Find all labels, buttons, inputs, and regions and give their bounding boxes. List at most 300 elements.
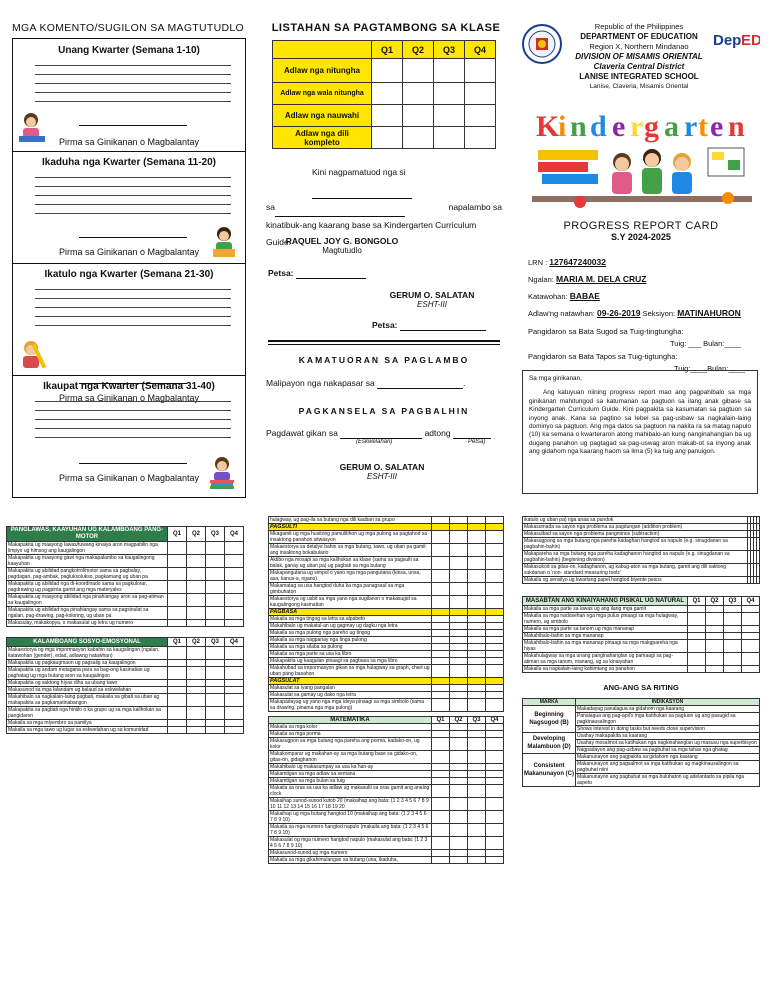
rating-cell[interactable] — [450, 630, 468, 637]
rating-cell[interactable] — [187, 568, 206, 581]
rating-cell[interactable] — [450, 616, 468, 623]
rating-cell[interactable] — [432, 685, 450, 692]
rating-cell[interactable] — [450, 517, 468, 524]
rating-cell[interactable] — [206, 607, 225, 620]
rating-cell[interactable] — [206, 542, 225, 555]
cell[interactable] — [434, 127, 465, 149]
rating-cell[interactable] — [206, 707, 225, 720]
rating-cell[interactable] — [168, 720, 187, 727]
rating-cell[interactable] — [742, 653, 760, 666]
row-incomplete: Adlaw nga dili kompleto — [273, 127, 372, 149]
rating-cell[interactable] — [168, 594, 187, 607]
rating-cell[interactable] — [688, 606, 706, 613]
rating-cell[interactable] — [486, 623, 504, 630]
rating-cell[interactable] — [225, 680, 244, 687]
rating-cell[interactable] — [486, 785, 504, 798]
rating-cell[interactable] — [450, 596, 468, 609]
rating-cell[interactable] — [206, 660, 225, 667]
rating-cell[interactable] — [168, 581, 187, 594]
rating-cell[interactable] — [688, 613, 706, 626]
rating-cell[interactable] — [486, 658, 504, 665]
table-row — [269, 517, 504, 524]
rating-cell[interactable] — [432, 811, 450, 824]
rating-cell[interactable] — [468, 557, 486, 570]
rating-cell[interactable] — [450, 699, 468, 712]
rating-cell[interactable] — [724, 666, 742, 673]
rating-cell[interactable] — [486, 764, 504, 771]
rating-cell[interactable] — [742, 666, 760, 673]
cell[interactable] — [434, 83, 465, 105]
rating-cell[interactable] — [225, 694, 244, 707]
skill-label: Makaila sa mga tawo ug lugar sa eskwelahan ug sa komunidad — [7, 727, 168, 734]
cell[interactable] — [403, 83, 434, 105]
rating-cell[interactable] — [724, 606, 742, 613]
rating-cell[interactable] — [187, 680, 206, 687]
rating-cell[interactable] — [757, 524, 760, 531]
table-row — [269, 824, 504, 837]
rating-cell[interactable] — [486, 738, 504, 751]
rating-cell[interactable] — [742, 633, 760, 640]
signature-line[interactable] — [79, 237, 187, 238]
transfer-date-field[interactable] — [453, 428, 491, 439]
rating-cell[interactable] — [486, 692, 504, 699]
rating-cell[interactable] — [225, 620, 244, 627]
rating-cell[interactable] — [432, 623, 450, 630]
rating-cell[interactable] — [206, 555, 225, 568]
rating-cell[interactable] — [206, 568, 225, 581]
cell[interactable] — [434, 105, 465, 127]
rating-cell[interactable] — [450, 544, 468, 557]
rating-cell[interactable] — [468, 517, 486, 524]
rating-cell[interactable] — [187, 687, 206, 694]
school-field[interactable] — [340, 428, 422, 439]
rating-cell[interactable] — [450, 738, 468, 751]
rating-cell[interactable] — [187, 694, 206, 707]
rating-cell[interactable] — [486, 824, 504, 837]
rating-cell[interactable] — [757, 564, 760, 577]
rating-cell[interactable] — [225, 568, 244, 581]
rating-cell[interactable] — [432, 658, 450, 665]
cell[interactable] — [372, 59, 403, 83]
rating-cell[interactable] — [450, 731, 468, 738]
rating-cell[interactable] — [432, 557, 450, 570]
rating-row — [523, 706, 760, 713]
rating-cell[interactable] — [225, 581, 244, 594]
svg-text:d: d — [590, 110, 607, 143]
rating-cell[interactable] — [468, 811, 486, 824]
rating-cell[interactable] — [206, 727, 225, 734]
rating-cell[interactable] — [468, 651, 486, 658]
rating-cell[interactable] — [187, 581, 206, 594]
rating-cell[interactable] — [486, 685, 504, 692]
rating-cell[interactable] — [432, 771, 450, 778]
rating-cell[interactable] — [432, 517, 450, 524]
signature-line[interactable] — [79, 125, 187, 126]
rating-cell[interactable] — [450, 570, 468, 583]
indication-text: Makanunayon ang pagpakita sa gidahom nga kaarang — [576, 754, 760, 761]
rating-cell[interactable] — [187, 660, 206, 667]
rating-cell[interactable] — [486, 731, 504, 738]
rating-cell[interactable] — [225, 542, 244, 555]
rating-cell[interactable] — [432, 824, 450, 837]
rating-cell[interactable] — [486, 751, 504, 764]
rating-cell[interactable] — [187, 594, 206, 607]
cell[interactable] — [372, 105, 403, 127]
cell[interactable] — [372, 127, 403, 149]
rating-cell[interactable] — [450, 764, 468, 771]
rating-cell[interactable] — [206, 594, 225, 607]
rating-cell[interactable] — [706, 606, 724, 613]
rating-cell[interactable] — [168, 620, 187, 627]
rating-cell[interactable] — [468, 785, 486, 798]
rating-cell[interactable] — [486, 583, 504, 596]
rating-cell[interactable] — [450, 724, 468, 731]
comment-line — [35, 419, 231, 420]
rating-cell[interactable] — [468, 699, 486, 712]
rating-cell[interactable] — [486, 778, 504, 785]
rating-cell[interactable] — [706, 613, 724, 626]
rating-cell[interactable] — [450, 531, 468, 544]
rating-cell[interactable] — [187, 727, 206, 734]
rating-cell[interactable] — [432, 699, 450, 712]
rating-cell[interactable] — [450, 651, 468, 658]
science-table — [522, 596, 760, 673]
indikasyon-header: INDIKASYON — [576, 699, 760, 706]
date-field[interactable] — [400, 320, 486, 331]
rating-cell[interactable] — [486, 637, 504, 644]
skill-label: Makaila sa mga nagpariay nga tinga pulong — [269, 637, 432, 644]
rating-cell[interactable] — [225, 667, 244, 680]
rating-cell[interactable] — [450, 751, 468, 764]
rating-cell[interactable] — [706, 633, 724, 640]
rating-cell[interactable] — [432, 692, 450, 699]
rating-cell[interactable] — [486, 596, 504, 609]
date-field[interactable] — [296, 268, 366, 279]
rating-cell[interactable] — [168, 667, 187, 680]
rating-cell[interactable] — [486, 850, 504, 857]
cell[interactable] — [465, 83, 496, 105]
rating-cell[interactable] — [486, 651, 504, 658]
rating-cell[interactable] — [486, 798, 504, 811]
rating-cell[interactable] — [688, 633, 706, 640]
rating-cell[interactable] — [168, 687, 187, 694]
cell[interactable] — [372, 83, 403, 105]
rating-cell[interactable] — [450, 685, 468, 692]
rating-cell — [486, 678, 504, 685]
rating-cell[interactable] — [468, 837, 486, 850]
table-row — [7, 707, 244, 720]
rating-cell[interactable] — [486, 616, 504, 623]
rating-cell[interactable] — [450, 798, 468, 811]
rating-cell[interactable] — [468, 665, 486, 678]
rating-cell[interactable] — [432, 531, 450, 544]
rating-cell[interactable] — [450, 837, 468, 850]
rating-cell[interactable] — [168, 727, 187, 734]
section-row — [269, 678, 504, 685]
rating-cell[interactable] — [706, 626, 724, 633]
rating-cell[interactable] — [468, 616, 486, 623]
rating-cell[interactable] — [206, 720, 225, 727]
rating-cell[interactable] — [486, 811, 504, 824]
rating-cell[interactable] — [468, 857, 486, 864]
rating-cell[interactable] — [450, 583, 468, 596]
rating-cell[interactable] — [187, 647, 206, 660]
rating-cell[interactable] — [468, 798, 486, 811]
rating-cell[interactable] — [486, 699, 504, 712]
rating-cell[interactable] — [468, 751, 486, 764]
cell[interactable] — [403, 105, 434, 127]
rating-cell[interactable] — [468, 570, 486, 583]
rating-cell[interactable] — [168, 568, 187, 581]
rating-cell[interactable] — [432, 731, 450, 738]
rating-cell[interactable] — [468, 531, 486, 544]
col-q2: Q2 — [706, 597, 724, 606]
rating-cell[interactable] — [450, 658, 468, 665]
rating-cell[interactable] — [168, 694, 187, 707]
rating-cell[interactable] — [468, 644, 486, 651]
rating-cell[interactable] — [688, 666, 706, 673]
rating-cell[interactable] — [486, 837, 504, 850]
rating-cell[interactable] — [742, 613, 760, 626]
rating-cell[interactable] — [206, 687, 225, 694]
rating-cell[interactable] — [225, 647, 244, 660]
rating-cell[interactable] — [225, 607, 244, 620]
rating-cell[interactable] — [168, 680, 187, 687]
rating-cell[interactable] — [486, 630, 504, 637]
cell[interactable] — [403, 127, 434, 149]
rating-cell[interactable] — [450, 778, 468, 785]
col-q2: Q2 — [450, 717, 468, 724]
rating-cell[interactable] — [724, 653, 742, 666]
quarter-2-section — [13, 151, 245, 264]
rating-cell[interactable] — [706, 666, 724, 673]
rating-cell[interactable] — [450, 811, 468, 824]
rating-cell[interactable] — [468, 692, 486, 699]
table-row — [7, 581, 244, 594]
rating-cell[interactable] — [432, 751, 450, 764]
rating-cell[interactable] — [432, 850, 450, 857]
col-q4: Q4 — [742, 597, 760, 606]
rating-cell[interactable] — [432, 738, 450, 751]
rating-cell[interactable] — [468, 623, 486, 630]
rating-cell[interactable] — [432, 596, 450, 609]
rating-cell[interactable] — [450, 692, 468, 699]
attendance-table — [272, 40, 496, 149]
rating-cell[interactable] — [187, 707, 206, 720]
rating-cell[interactable] — [225, 720, 244, 727]
table-row — [269, 583, 504, 596]
rating-cell[interactable] — [225, 727, 244, 734]
rating-cell[interactable] — [225, 707, 244, 720]
cell[interactable] — [465, 127, 496, 149]
table-row — [7, 555, 244, 568]
table-row — [269, 644, 504, 651]
table-row — [269, 637, 504, 644]
rating-cell[interactable] — [724, 633, 742, 640]
rating-cell[interactable] — [688, 640, 706, 653]
rating-cell[interactable] — [486, 517, 504, 524]
rating-cell[interactable] — [724, 640, 742, 653]
rating-cell[interactable] — [432, 616, 450, 623]
rating-cell[interactable] — [206, 667, 225, 680]
rating-cell[interactable] — [432, 544, 450, 557]
rating-cell[interactable] — [486, 570, 504, 583]
math-continued-table — [522, 516, 760, 584]
skill-label: Aktibo nga mosapi sa mga kalihokan sa klase (sama sa pagsulti sa balak, ganay ug uban pa) ug pagbati sa mga butang — [269, 557, 432, 570]
skill-label: Makasunod sa mga lalandam ug balaud sa eskwelahan — [7, 687, 168, 694]
table-row — [523, 640, 760, 653]
rating-cell[interactable] — [432, 857, 450, 864]
rating-cell[interactable] — [206, 647, 225, 660]
rating-cell[interactable] — [432, 630, 450, 637]
child-reading-icon — [209, 225, 239, 259]
signature-caption: Pirma sa Ginikanan o Magbalantay — [58, 247, 200, 257]
rating-cell[interactable] — [450, 644, 468, 651]
rating-cell[interactable] — [486, 857, 504, 864]
rating-cell[interactable] — [450, 637, 468, 644]
rating-cell[interactable] — [206, 694, 225, 707]
rating-cell[interactable] — [688, 626, 706, 633]
rating-cell[interactable] — [468, 824, 486, 837]
riting-title: ANG-ANG SA RITING — [603, 683, 679, 692]
cell[interactable] — [434, 59, 465, 83]
rating-cell[interactable] — [486, 531, 504, 544]
rating-cell[interactable] — [168, 647, 187, 660]
rating-cell[interactable] — [187, 607, 206, 620]
rating-cell[interactable] — [468, 685, 486, 692]
rating-cell[interactable] — [757, 538, 760, 551]
rating-cell[interactable] — [706, 640, 724, 653]
rating-cell[interactable] — [468, 637, 486, 644]
rating-cell[interactable] — [225, 594, 244, 607]
rating-cell[interactable] — [450, 771, 468, 778]
rating-cell[interactable] — [724, 613, 742, 626]
rating-cell[interactable] — [757, 531, 760, 538]
rating-cell[interactable] — [486, 644, 504, 651]
signature-line[interactable] — [79, 463, 187, 464]
cell[interactable] — [465, 59, 496, 83]
rating-cell[interactable] — [450, 665, 468, 678]
signature-caption: Pirma sa Ginikanan o Magbalantay — [58, 473, 200, 483]
rating-cell[interactable] — [486, 771, 504, 778]
teacher-name: RAQUEL JOY G. BONGOLO — [285, 236, 399, 246]
table-row — [269, 699, 504, 712]
rating-cell[interactable] — [432, 724, 450, 731]
rating-cell[interactable] — [225, 687, 244, 694]
rating-cell[interactable] — [187, 555, 206, 568]
rating-cell[interactable] — [468, 731, 486, 738]
rating-cell[interactable] — [187, 620, 206, 627]
rating-cell[interactable] — [225, 555, 244, 568]
rating-cell[interactable] — [742, 606, 760, 613]
col-q3: Q3 — [468, 717, 486, 724]
rating-cell[interactable] — [432, 637, 450, 644]
head-name-2: GERUM O. SALATAN — [339, 462, 425, 472]
skill-label: Makaihap sunod-sunod kutob 20 (makaihap ang bata: (1 2 3 4 5 6 7 8 9 10 11 12 13 14 15 16 17 18 19 20 — [269, 798, 432, 811]
rating-cell[interactable] — [432, 837, 450, 850]
rating-cell[interactable] — [688, 653, 706, 666]
teacher-date — [268, 268, 366, 279]
rating-cell[interactable] — [168, 607, 187, 620]
rating-cell[interactable] — [225, 660, 244, 667]
rating-cell[interactable] — [168, 542, 187, 555]
rating-cell[interactable] — [432, 644, 450, 651]
rating-cell[interactable] — [724, 626, 742, 633]
rating-cell[interactable] — [432, 785, 450, 798]
rating-cell[interactable] — [187, 542, 206, 555]
rating-cell[interactable] — [450, 824, 468, 837]
rating-cell[interactable] — [432, 570, 450, 583]
rating-cell[interactable] — [187, 667, 206, 680]
rating-cell[interactable] — [450, 857, 468, 864]
rating-cell[interactable] — [432, 764, 450, 771]
rating-cell[interactable] — [486, 557, 504, 570]
rating-cell[interactable] — [757, 551, 760, 564]
level-field[interactable] — [275, 199, 405, 217]
rating-cell[interactable] — [468, 596, 486, 609]
rating-cell[interactable] — [757, 577, 760, 584]
rating-cell[interactable] — [742, 626, 760, 633]
rating-cell[interactable] — [206, 581, 225, 594]
col-q1: Q1 — [372, 41, 403, 59]
rating-cell[interactable] — [432, 651, 450, 658]
rating-cell[interactable] — [468, 544, 486, 557]
rating-cell[interactable] — [468, 778, 486, 785]
rating-cell[interactable] — [468, 658, 486, 665]
rating-cell[interactable] — [486, 724, 504, 731]
cell[interactable] — [465, 105, 496, 127]
skill-label: Makaila sa mga parte sa usa ka libro — [269, 651, 432, 658]
rating-cell[interactable] — [168, 555, 187, 568]
rating-cell[interactable] — [468, 583, 486, 596]
rating-cell[interactable] — [468, 724, 486, 731]
rating-cell[interactable] — [432, 665, 450, 678]
rating-cell[interactable] — [468, 630, 486, 637]
rating-cell[interactable] — [742, 640, 760, 653]
rating-cell[interactable] — [450, 623, 468, 630]
rating-cell[interactable] — [468, 764, 486, 771]
rating-cell[interactable] — [450, 557, 468, 570]
section-row — [269, 524, 504, 531]
rating-cell[interactable] — [468, 738, 486, 751]
rating-cell[interactable] — [206, 680, 225, 687]
rating-cell[interactable] — [432, 583, 450, 596]
bday-value: 09-26-2019 — [597, 308, 641, 318]
rating-cell[interactable] — [757, 517, 760, 524]
rating-cell[interactable] — [168, 660, 187, 667]
rating-cell[interactable] — [486, 544, 504, 557]
rating-cell[interactable] — [450, 785, 468, 798]
rating-cell[interactable] — [432, 798, 450, 811]
rating-cell[interactable] — [432, 778, 450, 785]
level-passed-field[interactable] — [377, 378, 463, 389]
section-row — [269, 609, 504, 616]
rating-cell[interactable] — [187, 720, 206, 727]
rating-cell[interactable] — [486, 665, 504, 678]
cell[interactable] — [403, 59, 434, 83]
skill-label: Makaihap ug mga butang hangtod 10 (makaihap ang bata: (1 2 3 4 5 6 7 8 9 10) — [269, 811, 432, 824]
mark-label: Consistent Makanunayon (C) — [523, 754, 576, 787]
rating-cell[interactable] — [450, 850, 468, 857]
signature-caption: Pirma sa Ginikanan o Magbalantay — [58, 137, 200, 147]
student-name-field[interactable] — [312, 181, 412, 199]
rating-cell[interactable] — [168, 707, 187, 720]
rating-cell[interactable] — [468, 771, 486, 778]
rating-cell[interactable] — [206, 620, 225, 627]
name-label: Ngalan: — [528, 275, 554, 284]
rating-cell[interactable] — [706, 653, 724, 666]
rating-cell[interactable] — [468, 850, 486, 857]
